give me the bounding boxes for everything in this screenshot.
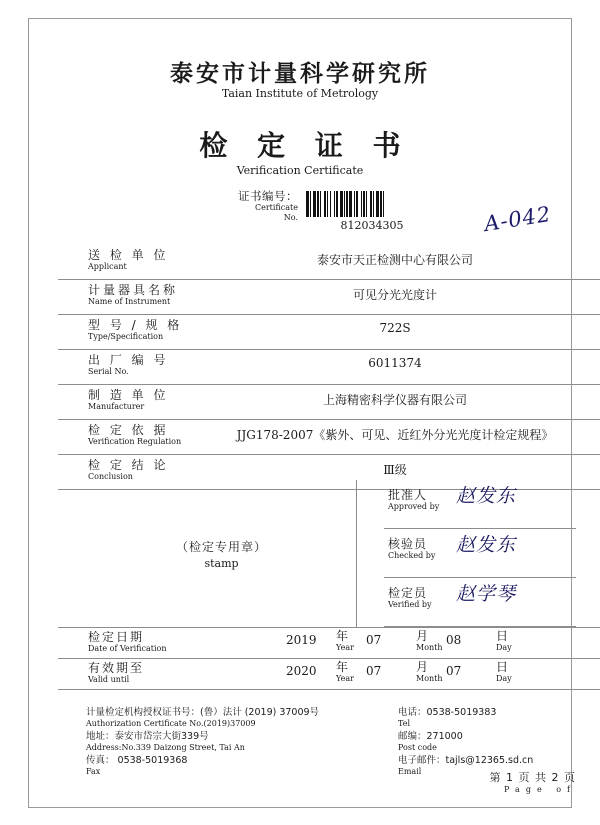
- date-label-en: Valid until: [88, 675, 130, 685]
- document-title-cn: 检 定 证 书: [199, 129, 411, 162]
- field-label-en: Name of Instrument: [88, 297, 171, 307]
- field-label: [88, 248, 200, 272]
- field-label-cn: 型 号 / 规 格: [88, 318, 183, 332]
- barcode-image: [306, 191, 438, 217]
- signature-row: [356, 578, 600, 627]
- organization-name-cn: 泰安市计量科学研究所: [170, 60, 430, 87]
- signature-label-en: Verified by: [388, 600, 432, 610]
- date-row: [58, 628, 600, 659]
- field-label: [88, 423, 200, 447]
- signature-label: [388, 586, 432, 610]
- footer-line-en: Authorization Certificate No.(2019)37009: [86, 718, 256, 728]
- field-row: [58, 315, 600, 350]
- date-month-unit-cn: 月: [416, 629, 429, 643]
- signature-label-cn: 批准人: [388, 488, 428, 502]
- field-value: 泰安市天正检测中心有限公司: [316, 253, 473, 267]
- date-day-value: 07: [446, 664, 462, 678]
- date-year-unit-cn: 年: [336, 629, 349, 643]
- field-label-cn: 制 造 单 位: [88, 388, 169, 402]
- signature-label-cn: 核验员: [388, 537, 428, 551]
- date-table: [58, 628, 600, 690]
- field-label-cn: 送 检 单 位: [88, 248, 169, 262]
- field-table: [58, 245, 600, 490]
- date-year-unit-en: Year: [336, 643, 354, 653]
- signature-label: [388, 488, 439, 512]
- field-label: [88, 318, 200, 342]
- stamp-label-cn: （检定专用章）: [176, 540, 268, 554]
- date-day-unit-cn: 日: [496, 629, 509, 643]
- signature-row: [356, 480, 600, 529]
- footer-line: [86, 707, 376, 729]
- signature-row: [356, 529, 600, 578]
- page-number: [490, 771, 576, 795]
- date-row: [58, 659, 600, 690]
- date-month-unit-en: Month: [416, 674, 443, 684]
- footer-line-en: Tel: [398, 718, 411, 728]
- field-label-en: Serial No.: [88, 367, 129, 377]
- date-year-unit: [336, 660, 354, 684]
- handwritten-signature: 赵学琴: [456, 583, 517, 605]
- date-label-cn: 检定日期: [88, 630, 145, 644]
- date-day-unit-en: Day: [496, 643, 512, 653]
- date-label: [88, 661, 144, 685]
- field-label-en: Applicant: [88, 262, 127, 272]
- field-row: [58, 420, 600, 455]
- footer-line-cn: 电子邮件：tajls@12365.sd.cn: [398, 754, 534, 766]
- field-value: 上海精密科学仪器有限公司: [322, 393, 467, 407]
- date-rule: [58, 689, 600, 690]
- certificate-number-label-en-2: No.: [283, 213, 298, 223]
- date-day-unit: [496, 660, 512, 684]
- handwritten-signature: 赵发东: [456, 534, 517, 556]
- date-month-value: 07: [366, 633, 382, 647]
- footer-line-cn: 传真： 0538-5019368: [86, 754, 188, 766]
- date-label-en: Date of Verification: [88, 644, 167, 654]
- signature-rule: [384, 626, 576, 627]
- date-day-value: 08: [446, 633, 462, 647]
- document-title-en: Verification Certificate: [236, 164, 364, 177]
- field-label-cn: 计量器具名称: [88, 283, 179, 297]
- footer-left-column: [86, 707, 376, 779]
- page-number-cn: 第 1 页 共 2 页: [489, 771, 576, 785]
- field-label: [88, 458, 200, 482]
- signature-label: [388, 537, 435, 561]
- footer: [58, 697, 600, 809]
- date-month-unit: [416, 629, 443, 653]
- certificate-number-value: 812034305: [340, 219, 404, 232]
- handwritten-reference-code: A-042: [482, 201, 553, 237]
- footer-line: [86, 755, 376, 777]
- field-row: [58, 245, 600, 280]
- footer-right-column: [398, 707, 598, 779]
- footer-line-en: Email: [398, 766, 422, 776]
- certificate-number-label: [214, 189, 298, 223]
- date-year-unit-cn: 年: [336, 660, 349, 674]
- field-row: [58, 385, 600, 420]
- field-value: 可见分光光度计: [352, 288, 437, 302]
- date-month-unit-en: Month: [416, 643, 443, 653]
- date-label: [88, 630, 166, 654]
- field-label-en: Manufacturer: [88, 402, 145, 412]
- date-month-unit: [416, 660, 443, 684]
- date-day-unit-en: Day: [496, 674, 512, 684]
- field-value: 722S: [379, 321, 411, 335]
- footer-line-cn: 地址：泰安市岱宗大街339号: [86, 730, 209, 742]
- date-year-unit: [336, 629, 354, 653]
- date-year-value: 2020: [286, 664, 317, 678]
- field-label-en: Verification Regulation: [88, 437, 182, 447]
- organization-name-en: Taian Institute of Metrology: [221, 87, 379, 100]
- field-label: [88, 388, 200, 412]
- footer-line-en: Address:No.339 Daizong Street, Tai An: [86, 742, 245, 752]
- field-row: [58, 280, 600, 315]
- field-label-en: Type/Specification: [88, 332, 164, 342]
- field-label-en: Conclusion: [88, 472, 133, 482]
- footer-line: [398, 731, 598, 753]
- field-label: [88, 283, 200, 307]
- field-value: JJG178-2007《紫外、可见、近红外分光光度计检定规程》: [236, 428, 554, 442]
- field-row: [58, 350, 600, 385]
- field-label: [88, 353, 200, 377]
- date-year-value: 2019: [286, 633, 317, 647]
- date-day-unit: [496, 629, 512, 653]
- certificate-number-label-cn: 证书编号：: [238, 189, 298, 203]
- footer-line: [398, 707, 598, 729]
- footer-line-en: Post code: [398, 742, 437, 752]
- handwritten-signature: 赵发东: [456, 485, 517, 507]
- stamp-label-en: stamp: [204, 557, 239, 570]
- footer-line: [86, 731, 376, 753]
- date-year-unit-en: Year: [336, 674, 354, 684]
- footer-line-en: Fax: [86, 766, 101, 776]
- field-label-cn: 检 定 依 据: [88, 423, 169, 437]
- stamp-area: [176, 538, 267, 573]
- certificate-number-label-en-1: Certificate: [255, 203, 298, 213]
- footer-line-cn: 电话：0538-5019383: [398, 707, 497, 718]
- field-label-cn: 检 定 结 论: [88, 458, 169, 472]
- date-label-cn: 有效期至: [88, 661, 145, 675]
- signature-label-en: Checked by: [388, 551, 436, 561]
- signature-label-en: Approved by: [388, 502, 440, 512]
- page-number-en: Page of: [504, 785, 576, 794]
- field-value: 6011374: [368, 356, 422, 370]
- signature-label-cn: 检定员: [388, 586, 428, 600]
- footer-line-cn: 邮编：271000: [398, 730, 463, 742]
- date-day-unit-cn: 日: [496, 660, 509, 674]
- signature-block: [58, 480, 600, 628]
- date-month-value: 07: [366, 664, 382, 678]
- field-value: Ⅲ级: [383, 463, 407, 477]
- footer-line-cn: 计量检定机构授权证书号：(鲁）法计 (2019) 37009号: [86, 707, 320, 718]
- date-month-unit-cn: 月: [416, 660, 429, 674]
- field-label-cn: 出 厂 编 号: [88, 353, 169, 367]
- certificate-sheet: [28, 18, 576, 808]
